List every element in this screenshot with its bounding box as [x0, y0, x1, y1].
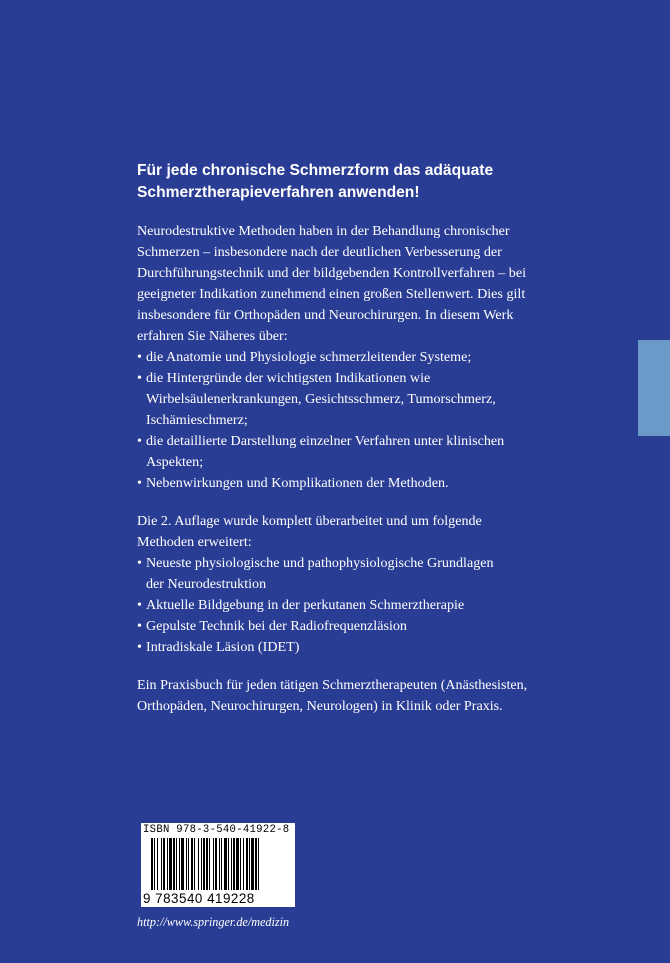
- topics-list: [137, 347, 637, 494]
- side-color-tab: [638, 340, 670, 436]
- intro-line: Schmerzen – insbesondere nach der deutlichen Verbesserung der: [137, 244, 502, 260]
- closing-line: Ein Praxisbuch für jeden tätigen Schmerztherapeuten (Anästhesisten,: [137, 677, 528, 693]
- edition-line: Methoden erweitert:: [137, 534, 252, 550]
- intro-line: Neurodestruktive Methoden haben in der Behandlung chronischer: [137, 223, 510, 239]
- list-item-continuation: Wirbelsäulenerkrankungen, Gesichtsschmerz, Tumorschmerz,: [146, 391, 496, 407]
- closing-paragraph: [137, 675, 637, 717]
- list-item: [137, 616, 637, 637]
- list-item: [137, 553, 637, 574]
- new-methods-list: [137, 553, 637, 658]
- list-item-text: die Hintergründe der wichtigsten Indikationen wie: [146, 370, 431, 386]
- list-item-text: die Anatomie und Physiologie schmerzleitender Systeme;: [146, 349, 472, 365]
- list-item-continuation: Ischämieschmerz;: [146, 412, 248, 428]
- isbn-label: ISBN 978-3-540-41922-8: [143, 824, 290, 836]
- list-item-text: Neueste physiologische und pathophysiologische Grundlagen: [146, 555, 494, 571]
- list-item-continuation: der Neurodestruktion: [146, 576, 267, 592]
- list-item-text: Intradiskale Läsion (IDET): [146, 639, 300, 655]
- list-item: [137, 368, 637, 389]
- list-item-text: Aktuelle Bildgebung in der perkutanen Schmerztherapie: [146, 597, 465, 613]
- list-item-text: Nebenwirkungen und Komplikationen der Methoden.: [146, 475, 449, 491]
- list-item-text: Gepulste Technik bei der Radiofrequenzläsion: [146, 618, 407, 634]
- bullet-dot-icon: •: [137, 555, 142, 571]
- edition-paragraph: [137, 511, 637, 658]
- bullet-dot-icon: •: [137, 370, 142, 386]
- intro-paragraph: [137, 221, 637, 494]
- bullet-dot-icon: •: [137, 618, 142, 634]
- headline: [137, 160, 637, 204]
- bullet-dot-icon: •: [137, 433, 142, 449]
- closing-line: Orthopäden, Neurochirurgen, Neurologen) in Klinik oder Praxis.: [137, 698, 503, 714]
- list-item-continuation: Aspekten;: [146, 454, 204, 470]
- list-item: [137, 347, 637, 368]
- list-item: [137, 473, 637, 494]
- list-item: [137, 431, 637, 452]
- ean-digits: 9 783540 419228: [143, 891, 255, 906]
- bullet-dot-icon: •: [137, 597, 142, 613]
- intro-line: geeigneter Indikation zunehmend einen großen Stellenwert. Dies gilt: [137, 286, 526, 302]
- headline-line: Für jede chronische Schmerzform das adäquate: [137, 162, 494, 179]
- barcode-bars: [151, 838, 287, 890]
- list-item: [137, 637, 637, 658]
- headline-line: Schmerztherapieverfahren anwenden!: [137, 184, 420, 201]
- bullet-dot-icon: •: [137, 639, 142, 655]
- list-item-text: die detaillierte Darstellung einzelner Verfahren unter klinischen: [146, 433, 505, 449]
- intro-line: erfahren Sie Näheres über:: [137, 328, 288, 344]
- isbn-barcode: [141, 823, 295, 907]
- list-item: [137, 595, 637, 616]
- bullet-dot-icon: •: [137, 475, 142, 491]
- intro-line: Durchführungstechnik und der bildgebenden Kontrollverfahren – bei: [137, 265, 527, 281]
- edition-line: Die 2. Auflage wurde komplett überarbeitet und um folgende: [137, 513, 482, 529]
- publisher-url[interactable]: http://www.springer.de/medizin: [137, 915, 290, 929]
- back-cover-text: [137, 160, 637, 717]
- intro-line: insbesondere für Orthopäden und Neurochirurgen. In diesem Werk: [137, 307, 514, 323]
- bullet-dot-icon: •: [137, 349, 142, 365]
